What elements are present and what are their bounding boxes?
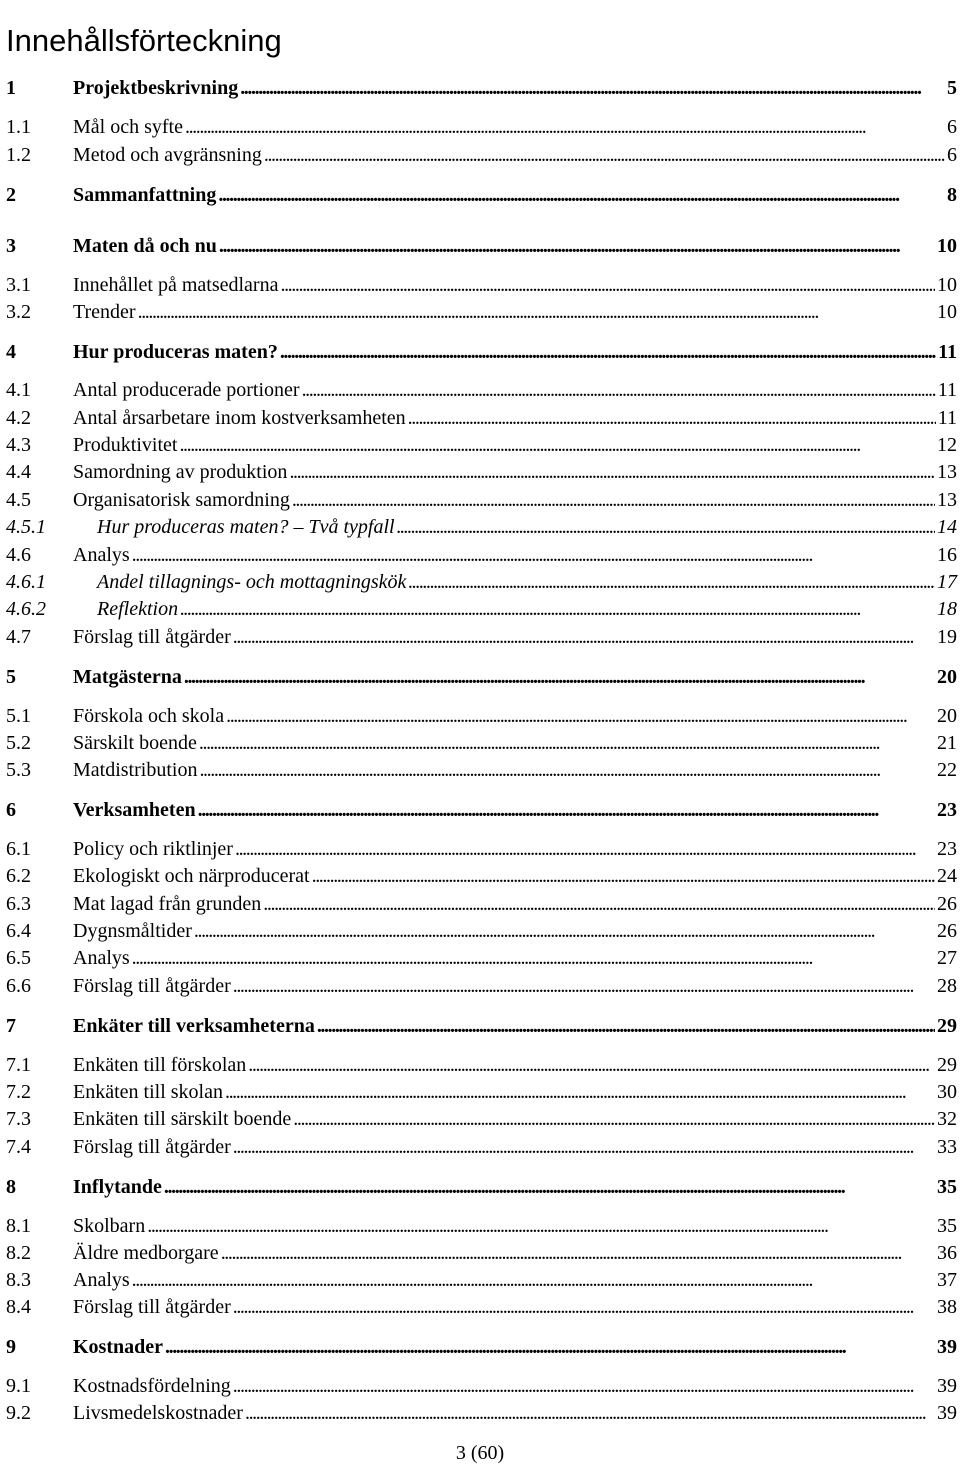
toc-dot-leader (287, 459, 935, 485)
toc-entry-title: Analys (73, 1269, 130, 1291)
toc-dot-leader (395, 514, 935, 540)
toc-entry-page: 39 (937, 1336, 957, 1358)
toc-entry[interactable] (6, 891, 957, 917)
toc-entry-page: 6 (947, 116, 957, 138)
toc-dot-leader (163, 1334, 935, 1360)
toc-entry-title: Enkäter till verksamheterna (73, 1015, 315, 1037)
toc-entry[interactable] (6, 339, 957, 365)
toc-entry-title: Inflytande (73, 1176, 162, 1198)
toc-entry-number: 4.1 (6, 379, 31, 401)
toc-entry-number: 9.1 (6, 1375, 31, 1397)
toc-entry-page: 26 (937, 893, 957, 915)
toc-entry-number: 4.6.2 (6, 598, 46, 620)
toc-entry[interactable] (6, 1213, 957, 1239)
toc-dot-leader (315, 1013, 935, 1039)
toc-entry-number: 4.7 (6, 626, 31, 648)
toc-entry[interactable] (6, 1052, 957, 1078)
page-number-footer: 3 (60) (455, 1442, 505, 1464)
toc-dot-leader (406, 405, 936, 431)
toc-dot-leader (196, 797, 935, 823)
toc-entry-page: 6 (947, 144, 957, 166)
toc-entry-title: Matgästerna (73, 666, 182, 688)
toc-dot-leader (231, 624, 935, 650)
toc-entry-title: Förslag till åtgärder (73, 1296, 231, 1318)
toc-entry[interactable] (6, 182, 957, 208)
toc-entry[interactable] (6, 836, 957, 862)
toc-entry-number: 4.2 (6, 407, 31, 429)
toc-dot-leader (178, 596, 935, 622)
toc-entry-title: Sammanfattning (73, 184, 217, 206)
toc-dot-leader (145, 1213, 935, 1239)
toc-dot-leader (223, 1079, 935, 1105)
toc-entry-number: 2 (6, 184, 16, 206)
toc-entry-page: 16 (937, 544, 957, 566)
toc-entry-page: 11 (937, 407, 957, 429)
toc-entry[interactable] (6, 1400, 957, 1426)
toc-entry-title: Andel tillagnings- och mottagningskök (97, 571, 407, 593)
toc-entry-number: 4.5 (6, 489, 31, 511)
toc-entry-number: 7 (6, 1015, 16, 1037)
toc-entry-title: Enkäten till förskolan (73, 1054, 247, 1076)
toc-entry-title: Trender (73, 301, 136, 323)
toc-entry-page: 13 (937, 461, 957, 483)
toc-dot-leader (197, 730, 935, 756)
toc-dot-leader (231, 1134, 935, 1160)
toc-entry[interactable] (6, 797, 957, 823)
toc-entry-page: 11 (937, 379, 957, 401)
toc-entry-number: 4.4 (6, 461, 31, 483)
toc-entry[interactable] (6, 1334, 957, 1360)
toc-entry-number: 8 (6, 1176, 16, 1198)
toc-entry-page: 39 (937, 1375, 957, 1397)
toc-entry-title: Särskilt boende (73, 732, 197, 754)
toc-entry-number: 1 (6, 77, 16, 99)
toc-entry-number: 8.1 (6, 1215, 31, 1237)
toc-dot-leader (233, 836, 935, 862)
toc-entry-page: 20 (937, 705, 957, 727)
toc-entry-title: Mål och syfte (73, 116, 183, 138)
toc-entry[interactable] (6, 1267, 957, 1293)
toc-entry[interactable] (6, 487, 957, 513)
toc-entry[interactable] (6, 945, 957, 971)
toc-entry-title: Matdistribution (73, 759, 198, 781)
toc-entry-title: Förslag till åtgärder (73, 975, 231, 997)
toc-entry-title: Förslag till åtgärder (73, 1136, 231, 1158)
toc-entry[interactable] (6, 405, 957, 431)
toc-entry-page: 8 (947, 184, 957, 206)
toc-entry[interactable] (6, 1134, 957, 1160)
toc-dot-leader (231, 1373, 935, 1399)
toc-entry-title: Livsmedelskostnader (73, 1402, 243, 1424)
toc-entry[interactable] (6, 1294, 957, 1320)
toc-entry-title: Enkäten till skolan (73, 1081, 223, 1103)
toc-entry-page: 24 (937, 865, 957, 887)
toc-dot-leader (130, 1267, 935, 1293)
toc-entry-page: 12 (937, 434, 957, 456)
toc-entry-page: 22 (937, 759, 957, 781)
toc-dot-leader (182, 664, 935, 690)
toc-entry-page: 26 (937, 920, 957, 942)
toc-entry-title: Verksamheten (73, 799, 196, 821)
toc-entry[interactable] (6, 233, 957, 259)
toc-entry-page: 20 (937, 666, 957, 688)
toc-dot-leader (278, 339, 936, 365)
toc-entry-page: 19 (937, 626, 957, 648)
toc-entry[interactable] (6, 1013, 957, 1039)
toc-dot-leader (231, 1294, 935, 1320)
toc-entry-number: 6 (6, 799, 16, 821)
toc-entry[interactable] (6, 703, 957, 729)
toc-dot-leader (261, 891, 935, 917)
toc-entry-number: 4.3 (6, 434, 31, 456)
toc-dot-leader (300, 377, 936, 403)
toc-entry-number: 4.6.1 (6, 571, 46, 593)
toc-entry[interactable] (6, 377, 957, 403)
toc-entry-page: 29 (937, 1054, 957, 1076)
toc-entry-title: Analys (73, 947, 130, 969)
toc-dot-leader (310, 863, 935, 889)
toc-entry[interactable] (6, 757, 957, 783)
toc-entry[interactable] (6, 272, 957, 298)
toc-entry-page: 32 (937, 1108, 957, 1130)
toc-entry[interactable] (6, 542, 957, 568)
toc-entry-page: 36 (937, 1242, 957, 1264)
toc-entry-title: Metod och avgränsning (73, 144, 262, 166)
toc-entry-number: 5 (6, 666, 16, 688)
toc-entry-page: 30 (937, 1081, 957, 1103)
toc-entry-number: 9.2 (6, 1402, 31, 1424)
toc-entry-number: 1.2 (6, 144, 31, 166)
toc-dot-leader (136, 299, 935, 325)
toc-entry-page: 14 (937, 516, 957, 538)
toc-entry[interactable] (6, 114, 957, 140)
toc-entry-title: Skolbarn (73, 1215, 146, 1237)
toc-entry[interactable] (6, 918, 957, 944)
toc-dot-leader (192, 918, 935, 944)
toc-entry-title: Ekologiskt och närproducerat (73, 865, 310, 887)
toc-entry[interactable] (6, 432, 957, 458)
toc-entry[interactable] (6, 75, 957, 101)
toc-dot-leader (262, 142, 945, 168)
toc-entry[interactable] (6, 624, 957, 650)
toc-entry-title: Innehållet på matsedlarna (73, 274, 279, 296)
toc-entry-number: 7.3 (6, 1108, 31, 1130)
toc-dot-leader (278, 272, 935, 298)
toc-entry-number: 5.3 (6, 759, 31, 781)
toc-entry-title: Maten då och nu (73, 235, 217, 257)
toc-entry-number: 4.6 (6, 544, 31, 566)
toc-entry-title: Dygnsmåltider (73, 920, 192, 942)
toc-dot-leader (183, 114, 945, 140)
toc-entry-title: Projektbeskrivning (73, 77, 239, 99)
toc-entry-page: 29 (937, 1015, 957, 1037)
toc-entry-number: 3.1 (6, 274, 31, 296)
toc-entry-number: 6.5 (6, 947, 31, 969)
toc-entry-number: 4 (6, 341, 16, 363)
toc-entry[interactable] (6, 596, 957, 622)
toc-entry[interactable] (6, 730, 957, 756)
toc-entry-page: 28 (937, 975, 957, 997)
toc-entry[interactable] (6, 1240, 957, 1266)
toc-dot-leader (177, 432, 935, 458)
toc-entry-title: Antal producerade portioner (73, 379, 300, 401)
toc-dot-leader (238, 75, 945, 101)
toc-entry-number: 7.2 (6, 1081, 31, 1103)
toc-entry-number: 1.1 (6, 116, 31, 138)
toc-dot-leader (130, 542, 935, 568)
toc-entry[interactable] (6, 1106, 957, 1132)
toc-entry-number: 7.1 (6, 1054, 31, 1076)
toc-dot-leader (217, 233, 935, 259)
toc-entry-title: Äldre medborgare (73, 1242, 219, 1264)
toc-entry-number: 8.3 (6, 1269, 31, 1291)
toc-entry-number: 6.6 (6, 975, 31, 997)
toc-entry-page: 35 (937, 1215, 957, 1237)
toc-entry-title: Antal årsarbetare inom kostverksamheten (73, 407, 406, 429)
toc-entry-number: 6.4 (6, 920, 31, 942)
toc-dot-leader (246, 1052, 935, 1078)
toc-entry[interactable] (6, 142, 957, 168)
toc-entry-page: 10 (937, 235, 957, 257)
toc-entry-title: Förskola och skola (73, 705, 225, 727)
toc-entry-title: Mat lagad från grunden (73, 893, 262, 915)
toc-entry-number: 6.1 (6, 838, 31, 860)
toc-entry-title: Kostnader (73, 1336, 163, 1358)
toc-entry-number: 3 (6, 235, 16, 257)
toc-entry[interactable] (6, 299, 957, 325)
toc-entry-page: 27 (937, 947, 957, 969)
toc-dot-leader (224, 703, 935, 729)
toc-entry-page: 17 (937, 571, 957, 593)
toc-entry[interactable] (6, 569, 957, 595)
toc-entry-title: Förslag till åtgärder (73, 626, 231, 648)
toc-dot-leader (406, 569, 935, 595)
toc-entry-number: 4.5.1 (6, 516, 46, 538)
toc-entry-number: 5.1 (6, 705, 31, 727)
toc-entry-page: 21 (937, 732, 957, 754)
toc-entry-title: Hur produceras maten? (73, 341, 278, 363)
toc-entry[interactable] (6, 459, 957, 485)
toc-entry-title: Organisatorisk samordning (73, 489, 290, 511)
toc-entry-title: Reflektion (97, 598, 179, 620)
toc-entry[interactable] (6, 664, 957, 690)
toc-entry-number: 6.3 (6, 893, 31, 915)
toc-entry-number: 3.2 (6, 301, 31, 323)
toc-dot-leader (162, 1174, 935, 1200)
toc-entry-title: Samordning av produktion (73, 461, 288, 483)
toc-entry[interactable] (6, 1373, 957, 1399)
toc-dot-leader (197, 757, 935, 783)
toc-entry-number: 6.2 (6, 865, 31, 887)
toc-entry-title: Hur produceras maten? – Två typfall (97, 516, 395, 538)
toc-entry-number: 8.4 (6, 1296, 31, 1318)
toc-dot-leader (216, 182, 945, 208)
toc-entry-page: 18 (937, 598, 957, 620)
toc-dot-leader (219, 1240, 935, 1266)
toc-dot-leader (243, 1400, 935, 1426)
toc-entry[interactable] (6, 1079, 957, 1105)
toc-entry-page: 33 (937, 1136, 957, 1158)
toc-entry-title: Kostnadsfördelning (73, 1375, 231, 1397)
toc-dot-leader (290, 487, 935, 513)
toc-entry-title: Policy och riktlinjer (73, 838, 233, 860)
toc-entry-number: 7.4 (6, 1136, 31, 1158)
toc-dot-leader (130, 945, 935, 971)
toc-dot-leader (231, 973, 935, 999)
toc-entry-title: Analys (73, 544, 130, 566)
toc-entry[interactable] (6, 514, 957, 540)
toc-entry[interactable] (6, 863, 957, 889)
toc-entry-page: 11 (938, 341, 957, 363)
toc-entry-title: Enkäten till särskilt boende (73, 1108, 292, 1130)
toc-entry-page: 10 (937, 274, 957, 296)
toc-entry-page: 23 (937, 838, 957, 860)
toc-entry-page: 23 (937, 799, 957, 821)
toc-entry-number: 8.2 (6, 1242, 31, 1264)
toc-entry-page: 5 (947, 77, 957, 99)
toc-entry[interactable] (6, 973, 957, 999)
toc-dot-leader (291, 1106, 935, 1132)
toc-entry-page: 10 (937, 301, 957, 323)
toc-entry-page: 35 (937, 1176, 957, 1198)
toc-entry-title: Produktivitet (73, 434, 178, 456)
toc-entry-number: 5.2 (6, 732, 31, 754)
page-title: Innehållsförteckning (6, 22, 282, 58)
toc-entry-page: 38 (937, 1296, 957, 1318)
toc-entry-number: 9 (6, 1336, 16, 1358)
toc-entry-page: 37 (937, 1269, 957, 1291)
toc-entry-page: 39 (937, 1402, 957, 1424)
toc-entry[interactable] (6, 1174, 957, 1200)
toc-entry-page: 13 (937, 489, 957, 511)
